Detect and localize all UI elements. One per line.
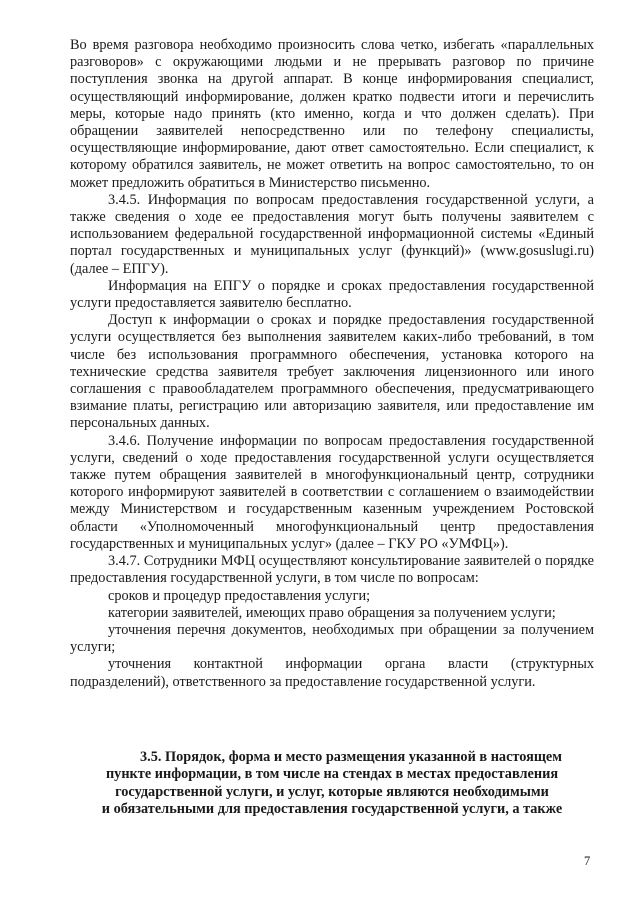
section-heading-3-5 [70,749,594,819]
heading-line: 3.5. Порядок, форма и место размещения указанной в настоящем [139,749,563,765]
paragraph-3-4-6: 3.4.6. Получение информации по вопросам предоставления государственной услуги, сведений о ходе предоставления государственной услуги осуществляется также путем обращения заявителей в многофункциональный центр, сотрудники которого информируют заявителей в соответствии с соглашением о взаимодействии между Министерством и государственным казенным учреждением Ростовской области «Уполномоченный многофункциональный центр предоставления государственных и муниципальных услуг» (далее – ГКУ РО «УМФЦ»). [70,432,594,552]
paragraph-3-4-7: 3.4.7. Сотрудники МФЦ осуществляют консультирование заявителей о порядке предоставления государственной услуги, в том числе по вопросам: [70,553,594,587]
paragraph-3-4-5: 3.4.5. Информация по вопросам предоставления государственной услуги, а также сведения о ходе ее предоставления могут быть получены заявителем с использованием федеральной государственной информационной системы «Единый портал государственных и муниципальных услуг (функций)» (www.gosuslugi.ru) (далее – ЕПГУ). [70,191,594,277]
heading-line: и обязательными для предоставления государственной услуги, а также [101,801,563,818]
heading-line: пункте информации, в том числе на стендах в местах предоставления [105,766,559,783]
list-item: уточнения контактной информации органа власти (структурных подразделений), ответственного за предоставление государственной услуги. [70,656,594,690]
list-item: сроков и процедур предоставления услуги; [108,587,371,604]
page-number: 7 [584,854,591,868]
document-body [70,37,594,691]
paragraph: Информация на ЕПГУ о порядке и сроках предоставления государственной услуги предоставляется заявителю бесплатно. [70,277,594,312]
heading-line: государственной услуги, и услуг, которые являются необходимыми [115,783,549,800]
paragraph: Доступ к информации о сроках и порядке предоставления государственной услуги осуществляется без выполнения заявителем каких-либо требований, в том числе без использования программного обеспечения, установка которого на технические средства заявителя требует заключения лицензионного или иного соглашения с правообладателем программного обеспечения, предусматривающего взимание платы, регистрацию или авторизацию заявителя, или предоставление им персональных данных. [70,312,594,432]
paragraph: Во время разговора необходимо произносить слова четко, избегать «параллельных разговоров» с окружающими людьми и не прерывать разговор по причине поступления звонка на другой аппарат. В конце информирования специалист, осуществляющий информирование, должен кратко подвести итоги и перечислить меры, которые надо принять (кто именно, когда и что должен сделать). При обращении заявителей непосредственно или по телефону специалисты, осуществляющие информирование, дают ответ самостоятельно. Если специалист, к которому обратился заявитель, не может ответить на вопрос самостоятельно, то он может предложить обратиться в Министерство письменно. [70,37,594,191]
list-item: категории заявителей, имеющих право обращения за получением услуги; [108,604,556,621]
list-item: уточнения перечня документов, необходимых при обращении за получением услуги; [70,621,594,656]
